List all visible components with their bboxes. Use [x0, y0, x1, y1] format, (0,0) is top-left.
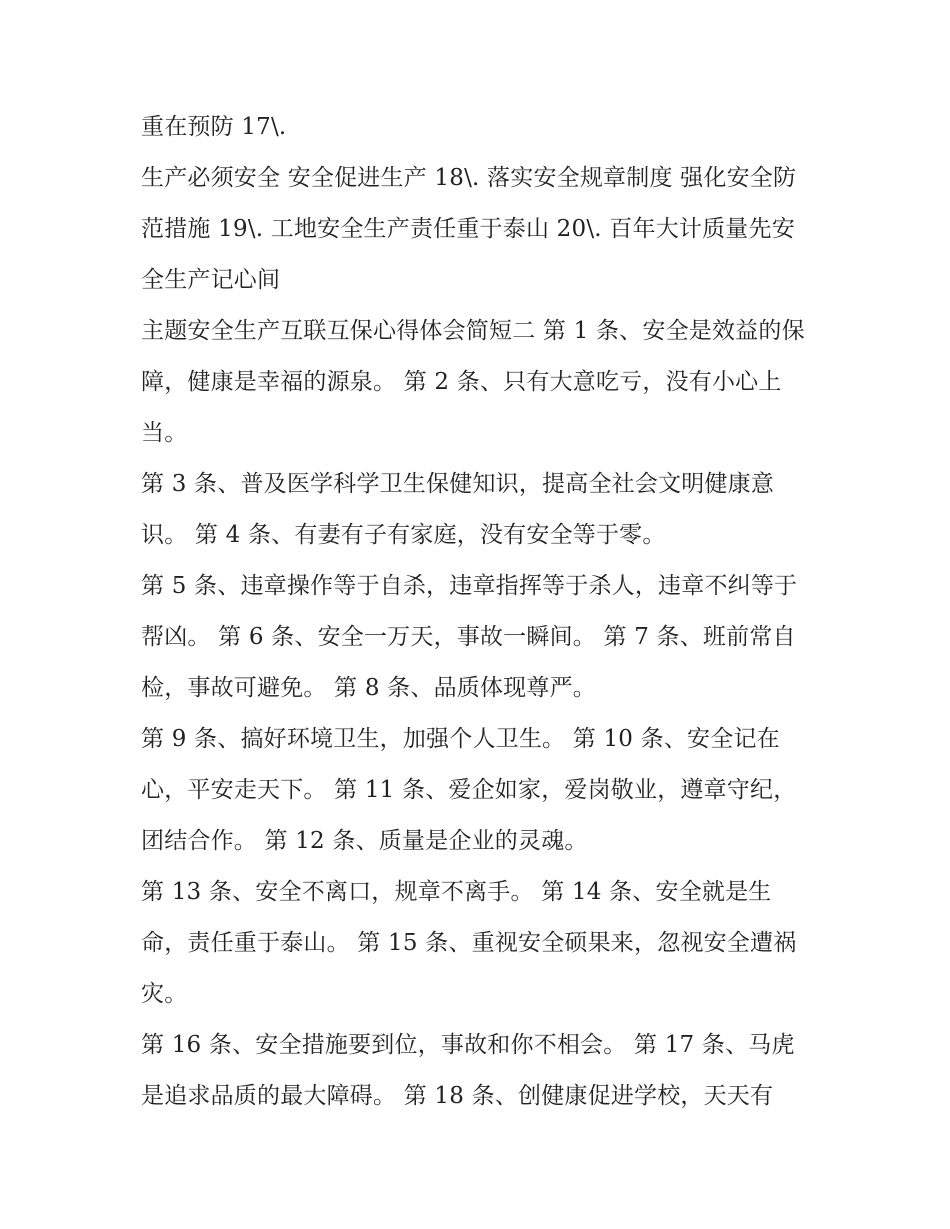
paragraph-3: 主题安全生产互联互保心得体会简短二 第 1 条、安全是效益的保障，健康是幸福的源泉。 第 2 条、只有大意吃亏，没有小心上当。: [141, 318, 805, 446]
paragraph-8: 第 16 条、安全措施要到位，事故和你不相会。 第 17 条、马虎是追求品质的最大障碍。 第 18 条、创健康促进学校，天天有: [141, 1032, 795, 1109]
paragraph-7: 第 13 条、安全不离口，规章不离手。 第 14 条、安全就是生命，责任重于泰山。 第 15 条、重视安全硕果来，忽视安全遭祸灾。: [141, 879, 797, 1007]
paragraph-4: 第 3 条、普及医学科学卫生保健知识，提高全社会文明健康意识。 第 4 条、有妻有子有家庭，没有安全等于零。: [141, 471, 775, 548]
paragraph-2: 生产必须安全 安全促进生产 18\. 落实安全规章制度 强化安全防范措施 19\. 工地安全生产责任重于泰山 20\. 百年大计质量先安全生产记心间: [141, 165, 797, 293]
document-body: [141, 102, 813, 1122]
paragraph-6: 第 9 条、搞好环境卫生，加强个人卫生。 第 10 条、安全记在心，平安走天下。 第 11 条、爱企如家，爱岗敬业，遵章守纪，团结合作。 第 12 条、质量是企业的灵魂。: [141, 726, 797, 854]
paragraph-5: 第 5 条、违章操作等于自杀，违章指挥等于杀人，违章不纠等于帮凶。 第 6 条、安全一万天，事故一瞬间。 第 7 条、班前常自检，事故可避免。 第 8 条、品质体现尊严。: [141, 573, 798, 701]
paragraph-1: 重在预防 17\.: [141, 114, 287, 140]
